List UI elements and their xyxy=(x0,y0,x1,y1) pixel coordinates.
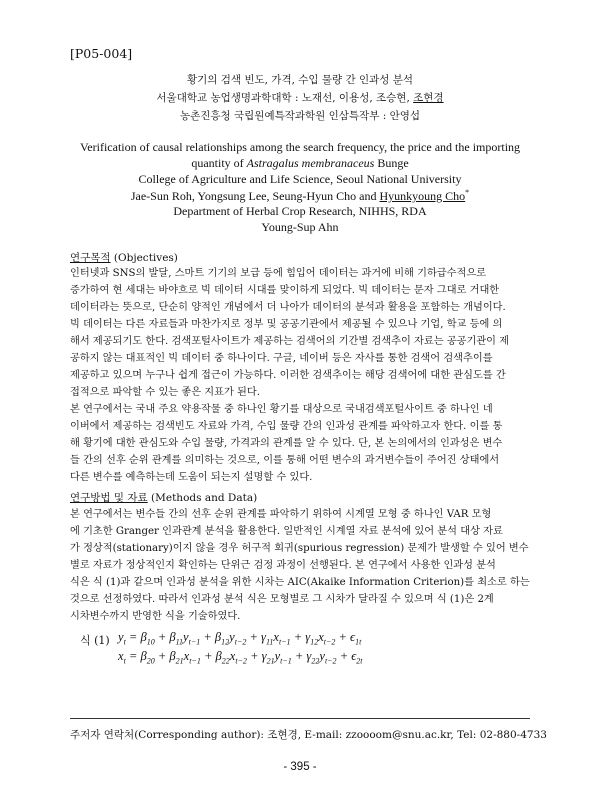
section-heading-methods-en: (Methods and Data) xyxy=(147,492,258,504)
section-heading-methods-kr: 연구방법 및 자료 xyxy=(70,492,148,504)
paper-code: [P05-004] xyxy=(70,46,133,61)
text-line: 들 간의 선후 순위 관계를 의미하는 것으로, 이를 통해 어떤 변수의 과거변수들이 주어진 상태에서 xyxy=(70,455,500,466)
text-line: 가 정상적(stationary)이지 않을 경우 허구적 회귀(spurious regression) 문제가 발생할 수 있어 변수 xyxy=(70,543,529,554)
text-line: 본 연구에서는 국내 주요 약용작물 중 하나인 황기를 대상으로 국내검색포털사이트 중 하나인 네 xyxy=(70,404,493,415)
text-line: 인터넷과 SNS의 발달, 스마트 기기의 보급 등에 힘입어 데이터는 과거에 비해 기하급수적으로 xyxy=(70,268,487,279)
species-name: Astragalus membranaceus xyxy=(246,156,375,170)
authors-1-english xyxy=(60,188,540,204)
text-line: 제공하고 있으며 누구나 쉽게 접근이 가능하다. 이러한 검색추이는 해당 검색어에 대한 관심도를 간 xyxy=(70,370,506,381)
page-number: - 395 - xyxy=(283,761,317,773)
text-line: 해 황기에 대한 관심도와 수입 물량, 가격과의 관계를 알 수 있다. 단, 본 논의에서의 인과성은 변수 xyxy=(70,438,503,449)
equation-line-2: $x_t = \beta_{20} + \beta_{21}x_{t-1} + \beta_{22}x_{t-2} + \gamma_{21}y_{t-1} + \gamma_{22}y_{t-2} + \epsilon_{2t}$ xyxy=(118,649,363,666)
section-heading-objectives xyxy=(70,250,178,265)
section-heading-objectives-en: (Objectives) xyxy=(110,252,178,264)
text-line: 증가하여 현 세대는 바야흐로 빅 데이터 시대를 맞이하게 되었다. 빅 데이터는 문자 그대로 거대한 xyxy=(70,285,500,296)
corresponding-author-english: Hyunkyoung Cho xyxy=(379,189,466,203)
affiliation-1-english: College of Agriculture and Life Science, Seoul National University xyxy=(138,172,462,186)
corresponding-mark: * xyxy=(465,188,470,197)
equation-line-1: $y_t = \beta_{10} + \beta_{11}y_{t-1} + \beta_{12}y_{t-2} + \gamma_{11}x_{t-1} + \gamma_{12}x_{t-2} + \epsilon_{1t}$ xyxy=(118,630,362,647)
title-korean: 황기의 검색 빈도, 가격, 수입 물량 간 인과성 분석 xyxy=(186,74,414,86)
section-heading-objectives-kr: 연구목적 xyxy=(70,252,111,264)
section-heading-methods xyxy=(70,490,257,505)
corresponding-author-korean: 조현경 xyxy=(413,92,444,104)
methods-paragraph xyxy=(70,506,540,625)
text-line: 접적으로 파악할 수 있는 좋은 지표가 된다. xyxy=(70,387,260,398)
authors-2-english: Young-Sup Ahn xyxy=(261,220,339,234)
affiliation-2-korean: 농촌진흥청 국립원예특작과학원 인삼특작부 : 안영섭 xyxy=(179,110,421,122)
title-english-line-2 xyxy=(60,156,540,171)
text-line: 에 기초한 Granger 인과관계 분석을 활용한다. 일반적인 시계열 자료 분석에 있어 분석 대상 자료 xyxy=(70,526,503,537)
text-line: 식은 식 (1)과 같으며 인과성 분석을 위한 시차는 AIC(Akaike Information Criterion)를 최소로 하는 xyxy=(70,577,530,588)
affiliation-1-korean-text: 서울대학교 농업생명과학대학 : 노재선, 이용성, 조승현, xyxy=(156,92,414,104)
title-english-line-2-b: Bunge xyxy=(374,156,409,170)
text-line: 이버에서 제공하는 검색빈도 자료와 가격, 수입 물량 간의 인과성 관계를 파악하고자 한다. 이를 통 xyxy=(70,421,503,432)
text-line: 본 연구에서는 변수들 간의 선후 순위 관계를 파악하기 위하여 시계열 모형 중 하나인 VAR 모형 xyxy=(70,509,492,520)
authors-1-english-text: Jae-Sun Roh, Yongsung Lee, Seung-Hyun Cho and xyxy=(130,189,380,203)
corresponding-author-footnote: 주저자 연락처(Corresponding author): 조현경, E-mail: zzoooom@snu.ac.kr, Tel: 02-880-4733 xyxy=(70,729,547,741)
text-line: 해서 제공되기도 한다. 검색포털사이트가 제공하는 검색어의 기간별 검색추이 자료는 공공기관이 제 xyxy=(70,336,510,347)
text-line: 공하지 않는 대표적인 빅 데이터 중 하나이다. 구글, 네이버 등은 자사를 통한 검색어 검색추이를 xyxy=(70,353,493,364)
text-line: 별로 자료가 정상적인지 확인하는 단위근 검정 과정이 선행된다. 본 연구에서 사용한 인과성 분석 xyxy=(70,560,496,571)
affiliation-1-korean xyxy=(60,90,540,105)
title-english-line-2-a: quantity of xyxy=(191,156,247,170)
text-line: 빅 데이터는 다른 자료들과 마찬가지로 정부 및 공공기관에서 제공될 수 있으나 기업, 학교 등에 의 xyxy=(70,319,503,330)
text-line: 것으로 선정하였다. 따라서 인과성 분석 식은 모형별로 그 시차가 달라질 수 있으며 식 (1)은 2계 xyxy=(70,594,494,605)
title-english-line-1: Verification of causal relationships among the search frequency, the price and the importing xyxy=(79,140,521,154)
text-line: 시차변수까지 반영한 식을 기술하였다. xyxy=(70,611,241,622)
text-line: 데이터라는 뜻으로, 단순히 양적인 개념에서 더 나아가 데이터의 분석과 활용을 포함하는 개념이다. xyxy=(70,302,506,313)
text-line: 다른 변수를 예측하는데 도움이 되는지 설명할 수 있다. xyxy=(70,472,313,483)
objectives-paragraph xyxy=(70,265,540,486)
equation-label: 식 (1) xyxy=(80,634,110,647)
affiliation-2-english: Department of Herbal Crop Research, NIHHS, RDA xyxy=(173,204,427,218)
footer-divider xyxy=(70,718,530,719)
